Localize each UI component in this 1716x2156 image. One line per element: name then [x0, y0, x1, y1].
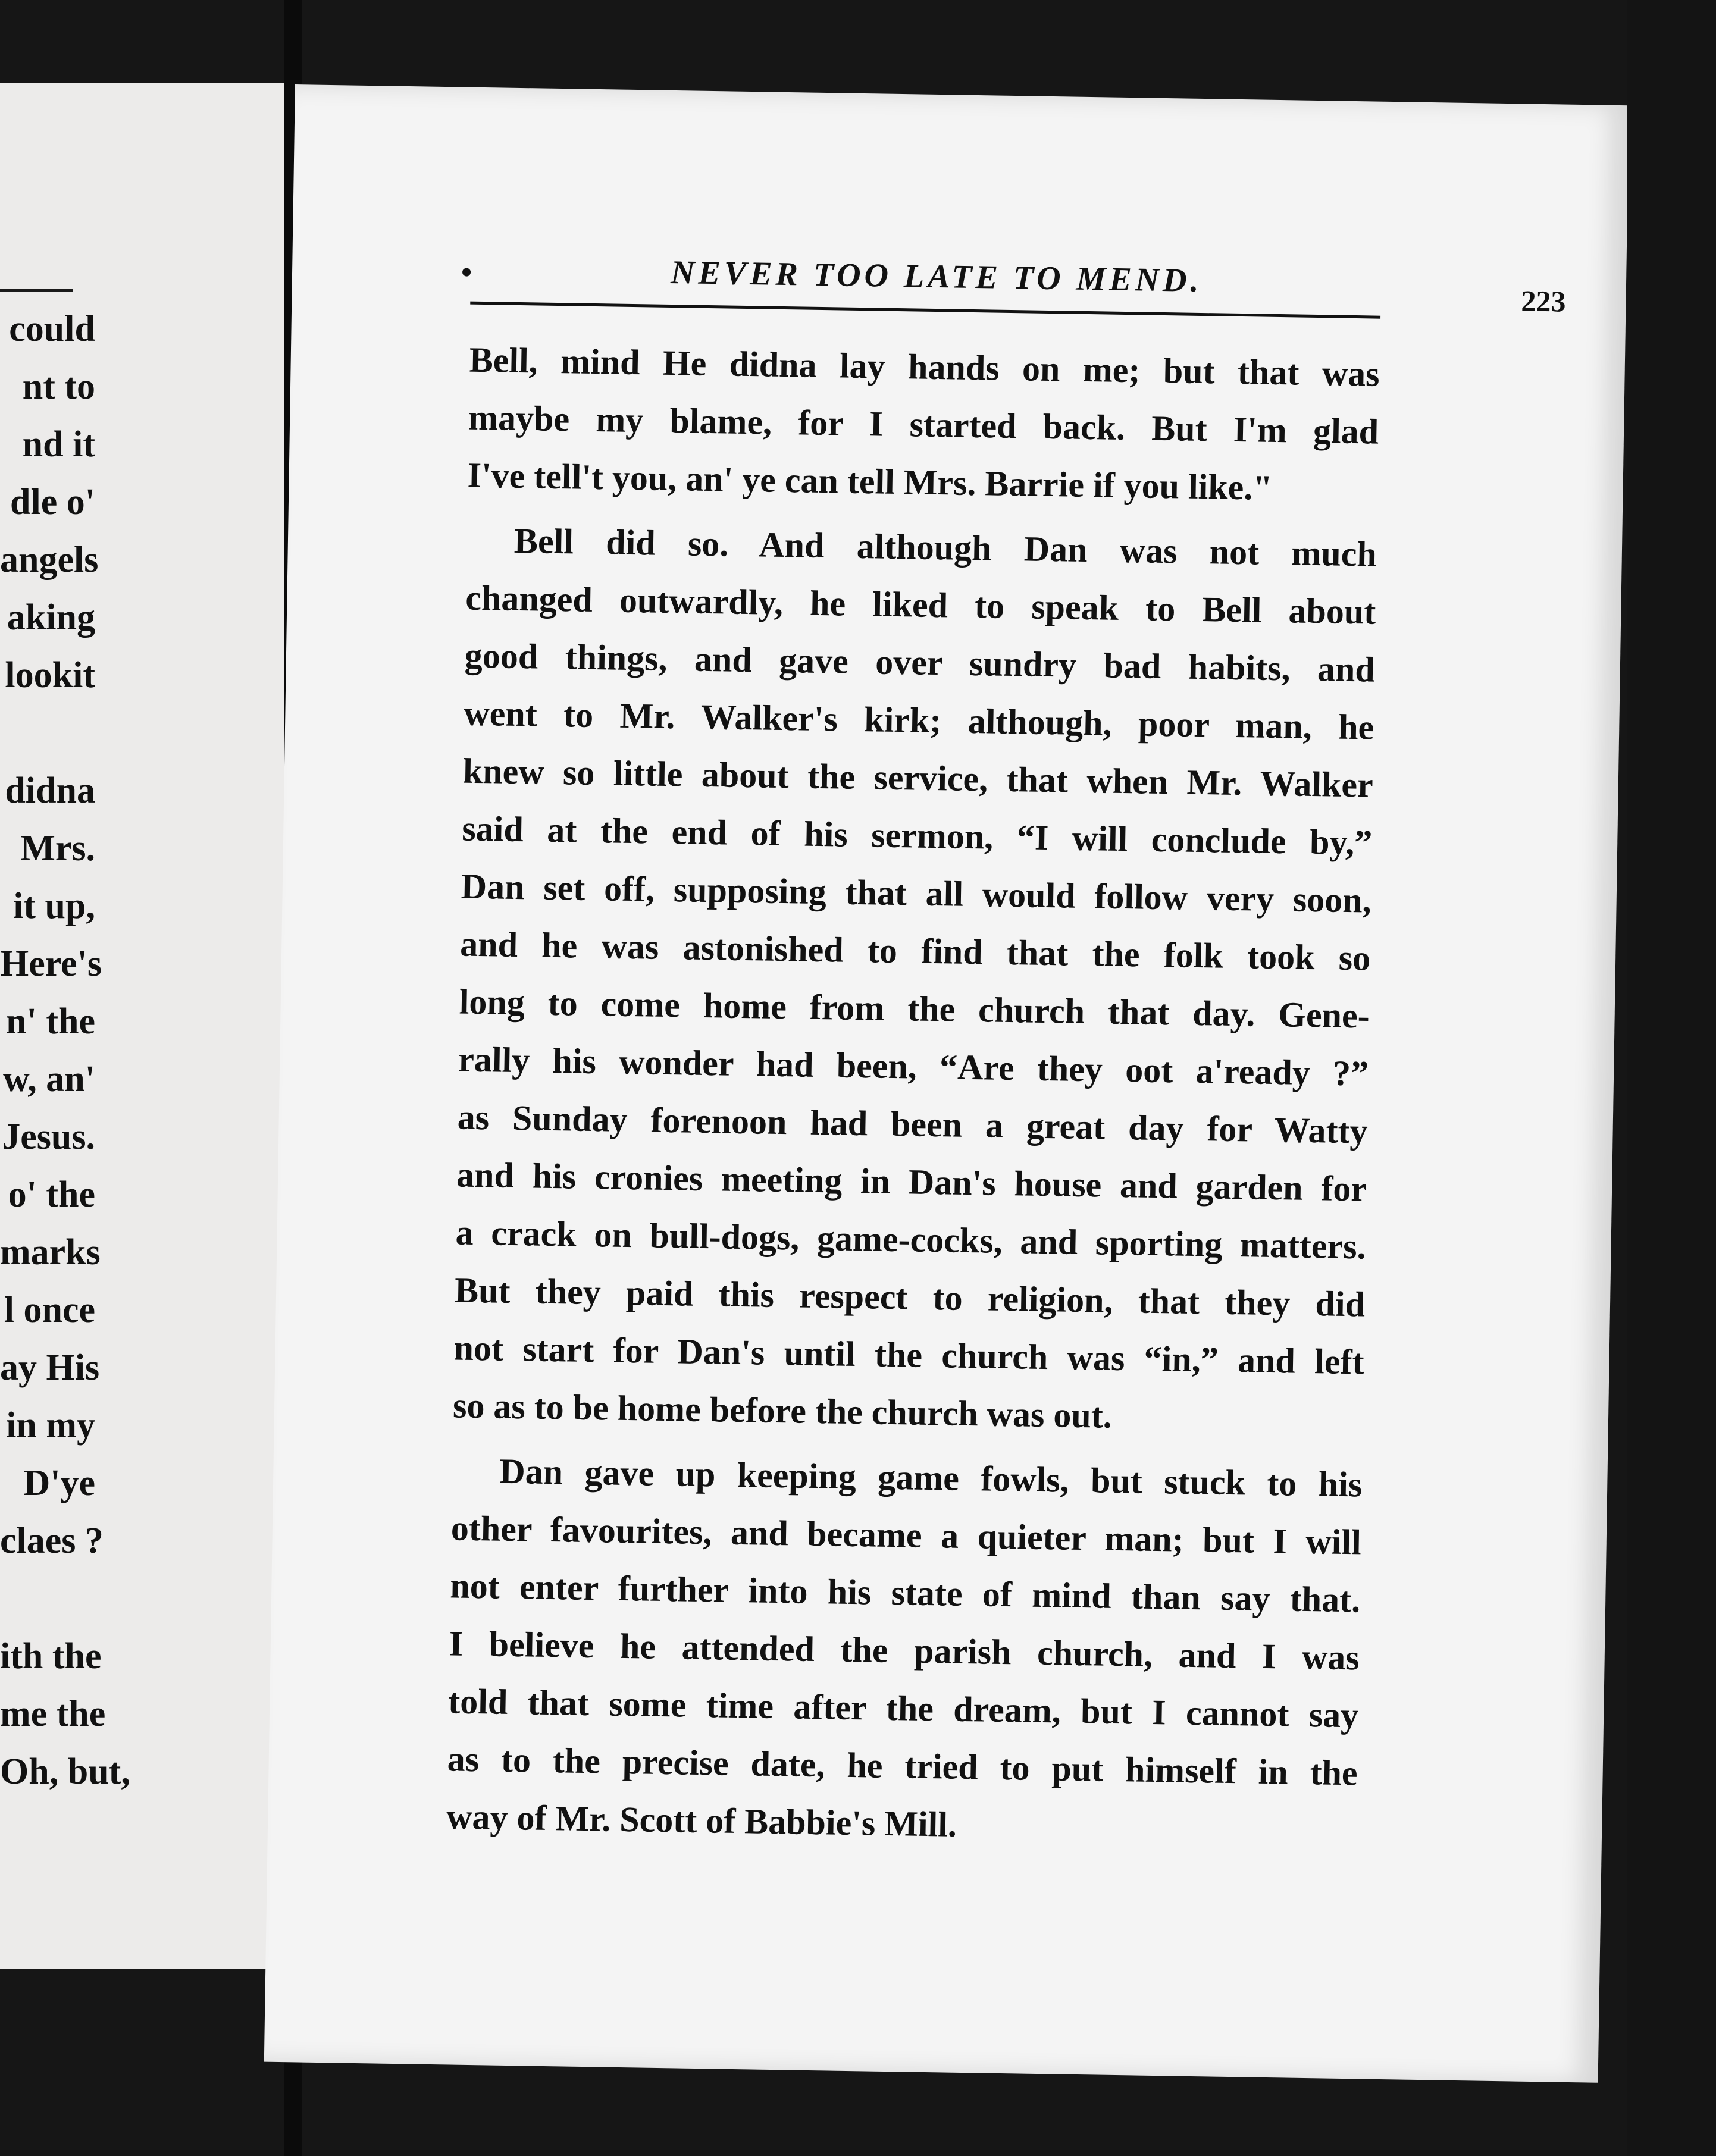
previous-page-fragment	[0, 83, 298, 1969]
previous-page-line: aking	[7, 597, 95, 638]
text-line: went to Mr. Walker's kirk; although, poor man, he	[463, 693, 1374, 747]
previous-page-line: ay His	[0, 1348, 100, 1388]
paragraph	[452, 512, 1377, 1449]
previous-page-rule	[0, 289, 73, 292]
previous-page-line: Here's	[0, 944, 102, 984]
paragraph	[467, 331, 1380, 519]
text-line: as to the precise date, he tried to put himself in the	[447, 1739, 1358, 1793]
previous-page-line: nt to	[22, 366, 95, 407]
bullet-mark	[462, 268, 471, 276]
text-line: maybe my blame, for I started back. But I'm glad	[468, 397, 1379, 452]
text-line: said at the end of his sermon, “I will conclude by,”	[461, 808, 1373, 863]
text-line: other favourites, and became a quieter man; but I will	[450, 1508, 1362, 1562]
page-edge-shadow	[1627, 0, 1716, 2156]
previous-page-line: nd it	[22, 424, 95, 465]
text-line: Bell, mind He didna lay hands on me; but that was	[469, 340, 1380, 394]
previous-page-line: n' the	[6, 1001, 95, 1042]
text-line: Bell did so. And although Dan was not much	[513, 521, 1377, 574]
text-line: way of Mr. Scott of Babbie's Mill.	[446, 1797, 957, 1844]
previous-page-line: could	[9, 309, 95, 349]
text-line: I've tell't you, an' ye can tell Mrs. Barrie if you like."	[467, 455, 1273, 507]
text-line: not start for Dan's until the church was “in,” and left	[453, 1328, 1365, 1382]
previous-page-line: D'ye	[23, 1463, 95, 1503]
text-line: as Sunday forenoon had been a great day for Watty	[457, 1097, 1369, 1151]
text-line: not enter further into his state of mind than say that.	[449, 1566, 1361, 1620]
previous-page-line: in my	[6, 1405, 95, 1446]
previous-page-line: didna	[5, 770, 95, 811]
previous-page-line: dle o'	[10, 482, 95, 522]
previous-page-line: ith the	[0, 1636, 102, 1676]
text-line: knew so little about the service, that when Mr. Walker	[462, 751, 1374, 805]
text-line: Dan set off, supposing that all would follow very soon,	[461, 866, 1372, 920]
text-line: told that some time after the dream, but I cannot say	[447, 1681, 1359, 1735]
body-text	[446, 331, 1380, 1860]
text-line: long to come home from the church that day. Gene-	[459, 982, 1370, 1036]
previous-page-line: l once	[4, 1290, 95, 1330]
text-line: a crack on bull-dogs, game-cocks, and sporting matters.	[455, 1212, 1367, 1267]
previous-page-line: me the	[0, 1694, 106, 1734]
previous-page-line: o' the	[8, 1174, 95, 1215]
text-line: I believe he attended the parish church, and I was	[449, 1624, 1360, 1678]
previous-page-line: w, an'	[2, 1059, 95, 1099]
text-line: so as to be home before the church was out.	[452, 1386, 1113, 1436]
previous-page-line: marks	[0, 1232, 101, 1273]
page-number: 223	[1521, 284, 1566, 318]
running-head	[462, 250, 1566, 318]
text-line: good things, and gave over sundry bad habits, and	[464, 635, 1376, 690]
running-title: NEVER TOO LATE TO MEND.	[670, 253, 1203, 299]
text-line: and he was astonished to find that the folk took so	[459, 924, 1371, 978]
previous-page-line: it up,	[13, 886, 95, 926]
text-line: changed outwardly, he liked to speak to Bell about	[465, 578, 1376, 632]
previous-page-line: lookit	[5, 655, 95, 695]
text-line: and his cronies meeting in Dan's house and garden for	[456, 1155, 1367, 1209]
previous-page-line: claes ?	[0, 1521, 104, 1561]
previous-page-line: Jesus.	[2, 1117, 95, 1157]
text-line: But they paid this respect to religion, that they did	[454, 1270, 1366, 1324]
previous-page-line: Oh, but,	[0, 1751, 130, 1792]
book-page	[264, 84, 1629, 2083]
previous-page-line: angels	[0, 540, 99, 580]
previous-page-line: Mrs.	[20, 828, 95, 869]
paragraph	[446, 1441, 1363, 1860]
text-line: rally his wonder had been, “Are they oot a'ready ?”	[458, 1039, 1369, 1093]
text-line: Dan gave up keeping game fowls, but stuck to his	[499, 1451, 1363, 1505]
